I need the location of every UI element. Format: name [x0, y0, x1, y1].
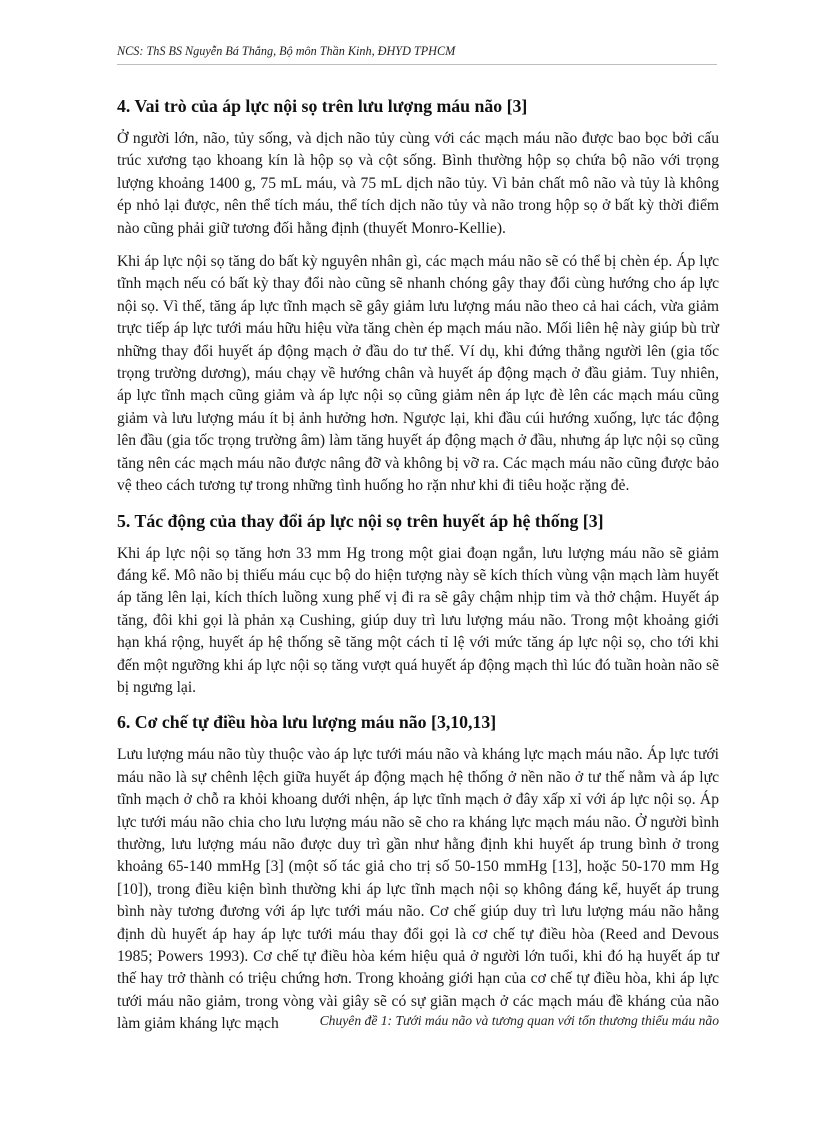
- section-5: [117, 509, 719, 700]
- section-heading: 6. Cơ chế tự điều hòa lưu lượng máu não [3,10,13]: [117, 712, 497, 733]
- running-header: NCS: ThS BS Nguyễn Bá Thắng, Bộ môn Thần Kinh, ĐHYD TPHCM: [117, 44, 717, 65]
- section-heading: 5. Tác động của thay đổi áp lực nội sọ trên huyết áp hệ thống [3]: [117, 510, 604, 531]
- body-paragraph: Khi áp lực nội sọ tăng hơn 33 mm Hg trong một giai đoạn ngắn, lưu lượng máu não sẽ giảm đáng kể. Mô não bị thiếu máu cục bộ do hiện tượng này sẽ kích thích vùng vận mạch làm huyết áp tăng lên lại, kích thích luồng xung phế vị đi ra sẽ gây chậm nhịp tim và thở chậm. Huyết áp tăng, đôi khi gọi là phản xạ Cushing, giúp duy trì lưu lượng máu não. Trong một khoảng giới hạn khá rộng, huyết áp hệ thống sẽ tăng một cách tỉ lệ với mức tăng áp lực nội sọ, cho tới khi đến một ngưỡng khi áp lực nội sọ tăng vượt quá huyết áp động mạch thì lúc đó tuần hoàn não sẽ bị ngưng lại.: [117, 544, 719, 696]
- section-6: [117, 710, 719, 1035]
- body-paragraph: Khi áp lực nội sọ tăng do bất kỳ nguyên nhân gì, các mạch máu não sẽ có thể bị chèn ép. Áp lực tĩnh mạch nếu có bất kỳ thay đổi nào cũng sẽ nhanh chóng gây thay đổi cùng hướng cho áp lực nội sọ. Vì thế, tăng áp lực tĩnh mạch sẽ gây giảm lưu lượng máu não theo cả hai cách, vừa giảm trực tiếp áp lực tưới máu hữu hiệu vừa tăng chèn ép mạch máu não. Mối liên hệ này giúp bù trừ những thay đổi huyết áp động mạch ở đầu do tư thế. Ví dụ, khi đứng thẳng người lên (gia tốc trọng trường dương), máu chạy về hướng chân và huyết áp động mạch ở đầu giảm. Tuy nhiên, áp lực tĩnh mạch cũng giảm và áp lực nội sọ cũng giảm nên áp lực đè lên các mạch máu cũng giảm và lưu lượng máu ít bị ảnh hưởng hơn. Ngược lại, khi đầu cúi hướng xuống, lực tác động lên đầu (gia tốc trọng trường âm) làm tăng huyết áp động mạch ở đầu, nhưng áp lực nội sọ cũng tăng nên các mạch máu não được nâng đỡ và không bị vỡ ra. Các mạch máu não cũng được bảo vệ theo cách tương tự trong những tình huống ho rặn như khi đi tiêu hoặc rặng đẻ.: [117, 253, 719, 495]
- section-heading: 4. Vai trò của áp lực nội sọ trên lưu lượng máu não [3]: [117, 96, 528, 116]
- body-paragraph: Ở người lớn, não, tủy sống, và dịch não tủy cùng với các mạch máu não được bao bọc bởi cấu trúc xương tạo khoang kín là hộp sọ và cột sống. Bình thường hộp sọ chứa bộ não với trọng lượng khoảng 1400 g, 75 mL máu, và 75 mL dịch não tủy. Vì bản chất mô não và tủy là không ép nhỏ lại được, nên thể tích máu, thể tích dịch não tủy và não trong hộp sọ ở bất kỳ thời điểm nào cũng phải giữ tương đối hằng định (thuyết Monro-Kellie).: [117, 130, 719, 237]
- body-paragraph: Lưu lượng máu não tùy thuộc vào áp lực tưới máu não và kháng lực mạch máu não. Áp lực tưới máu não là sự chênh lệch giữa huyết áp động mạch hệ thống ở nền não ở tư thế nằm và áp lực tĩnh mạch ở chỗ ra khỏi khoang dưới nhện, áp lực tĩnh mạch ở đây xấp xỉ với áp lực nội sọ. Áp lực tưới máu não chia cho lưu lượng máu não sẽ cho ra kháng lực mạch máu não. Ở người bình thường, lưu lượng máu não được duy trì gần như hằng định khi huyết áp trung bình ở trong khoảng 65-140 mmHg [3] (một số tác giả cho trị số 50-150 mmHg [13], hoặc 50-170 mm Hg [10]), trong điều kiện bình thường khi áp lực tĩnh mạch nội sọ không đáng kể, huyết áp trung bình này tương đương với áp lực tưới máu não. Cơ chế giúp duy trì lưu lượng máu não hằng định dù huyết áp hay áp lực tưới máu thay đổi gọi là cơ chế tự điều hòa (Reed and Devous 1985; Powers 1993). Cơ chế tự điều hòa kém hiệu quả ở người lớn tuổi, khi đó hạ huyết áp tư thế hay trở thành có triệu chứng hơn. Trong khoảng giới hạn của cơ chế tự điều hòa, khi áp lực tưới máu não giảm, trong vòng vài giây sẽ có sự giãn mạch ở các mạch máu đề kháng của não làm giảm kháng lực mạch: [117, 746, 719, 1033]
- section-4: [117, 94, 719, 498]
- page-body: [117, 94, 719, 1047]
- running-footer: Chuyên đề 1: Tưới máu não và tương quan với tổn thương thiếu máu não: [319, 1013, 719, 1028]
